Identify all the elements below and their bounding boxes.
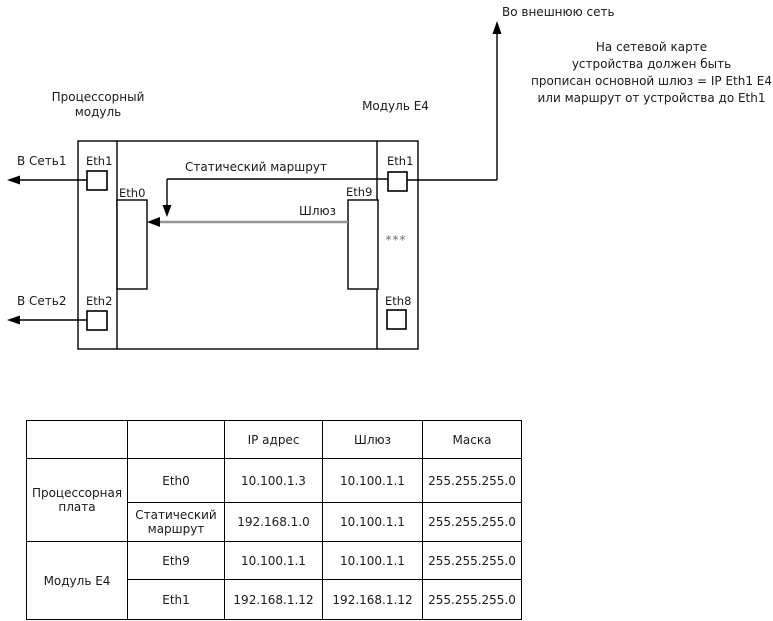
table-header-gateway: Шлюз <box>323 421 423 459</box>
more-ports-ellipsis: *** <box>385 233 407 247</box>
port-cell: Eth1 <box>128 580 225 620</box>
e4-eth8-port-label: Eth8 <box>385 294 412 308</box>
module-e4-label: Модуль E4 <box>362 99 429 113</box>
mask-cell: 255.255.255.0 <box>423 503 522 542</box>
gateway-cell: 192.168.1.12 <box>323 580 423 620</box>
proc-eth2-port-label: Eth2 <box>86 294 113 308</box>
addressing-table <box>26 420 522 620</box>
gateway-cell: 10.100.1.1 <box>323 503 423 542</box>
processor-module-label: Процессорный модуль <box>51 90 145 119</box>
e4-eth9-port-label: Eth9 <box>346 185 373 199</box>
gateway-arrowhead-icon <box>147 217 160 227</box>
static-route-arrowhead-icon <box>163 205 172 217</box>
table-header-group <box>27 421 128 459</box>
port-cell: Статический маршрут <box>128 503 225 542</box>
table-header-ip: IP адрес <box>225 421 323 459</box>
external-link-arrowhead-icon <box>493 21 502 34</box>
mask-cell: 255.255.255.0 <box>423 459 522 503</box>
proc-eth1-port-label: Eth1 <box>86 154 113 168</box>
to-net2-arrowhead-icon <box>7 316 20 325</box>
gateway-note-line: прописан основной шлюз = IP Eth1 E4 <box>530 74 773 88</box>
static-route-label: Статический маршрут <box>185 160 327 174</box>
gateway-note-line: На сетевой карте <box>595 40 708 54</box>
gateway-note-line: или маршрут от устройства до Eth1 <box>537 91 766 105</box>
ip-cell: 10.100.1.1 <box>225 542 323 580</box>
port-cell: Eth9 <box>128 542 225 580</box>
gateway-cell: 10.100.1.1 <box>323 542 423 580</box>
table-header-row <box>27 421 522 459</box>
proc-eth2-port-square <box>87 311 107 330</box>
to-net2-label: В Сеть2 <box>17 294 67 308</box>
table-header-port <box>128 421 225 459</box>
gateway-note <box>530 39 773 107</box>
proc-eth0-block <box>117 200 147 289</box>
ip-cell: 192.168.1.12 <box>225 580 323 620</box>
proc-eth1-port-square <box>87 171 107 190</box>
gateway-note-line: устройства должен быть <box>571 57 732 71</box>
to-net1-label: В Сеть1 <box>17 154 67 168</box>
ip-cell: 10.100.1.3 <box>225 459 323 503</box>
mask-cell: 255.255.255.0 <box>423 580 522 620</box>
e4-eth8-port-square <box>387 310 406 329</box>
e4-eth1-port-label: Eth1 <box>387 154 414 168</box>
e4-eth9-block <box>348 200 378 289</box>
table-header-mask: Маска <box>423 421 522 459</box>
ip-cell: 192.168.1.0 <box>225 503 323 542</box>
to-external-label: Во внешнюю сеть <box>502 5 615 19</box>
proc-eth0-port-label: Eth0 <box>119 186 146 200</box>
table-row <box>27 459 522 503</box>
mask-cell: 255.255.255.0 <box>423 542 522 580</box>
to-net1-arrowhead-icon <box>7 176 20 185</box>
gateway-label: Шлюз <box>299 204 336 218</box>
group-name-cell: Модуль E4 <box>27 542 128 620</box>
table-row <box>27 542 522 580</box>
port-cell: Eth0 <box>128 459 225 503</box>
e4-eth1-port-square <box>388 172 407 191</box>
gateway-cell: 10.100.1.1 <box>323 459 423 503</box>
group-name-cell: Процессорная плата <box>27 459 128 542</box>
